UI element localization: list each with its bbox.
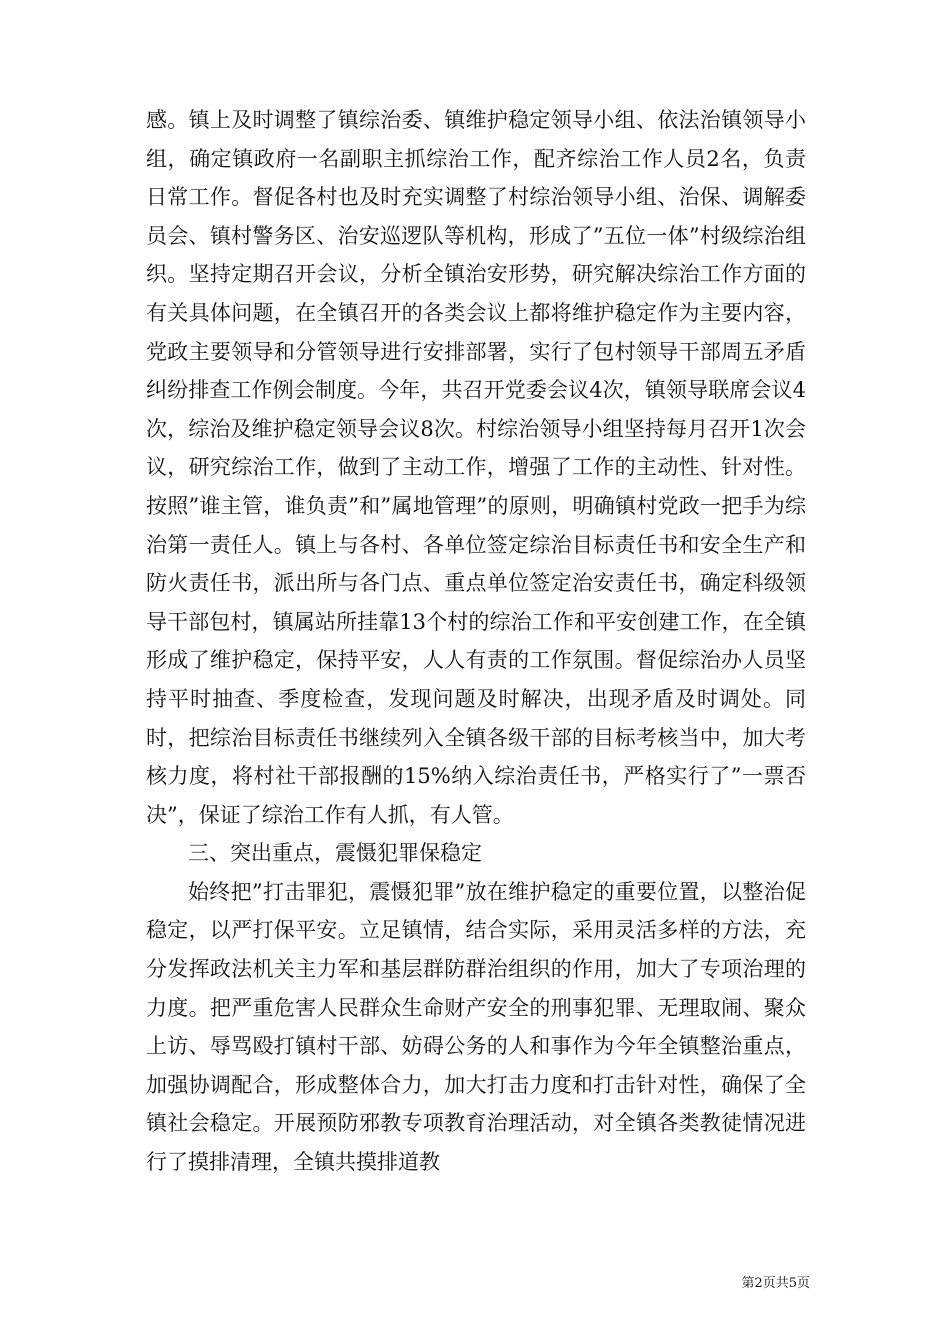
paragraph-continuation: 感。镇上及时调整了镇综治委、镇维护稳定领导小组、依法治镇领导小组，确定镇政府一名副职主抓综治工作，配齐综治工作人员2名，负责日常工作。督促各村也及时充实调整了村综治领导小组、治保、调解委员会、镇村警务区、治安巡逻队等机构，形成了”五位一体”村级综治组织。坚持定期召开会议，分析全镇治安形势，研究解决综治工作方面的有关具体问题，在全镇召开的各类会议上都将维护稳定作为主要内容，党政主要领导和分管领导进行安排部署，实行了包村领导干部周五矛盾纠纷排查工作例会制度。今年，共召开党委会议4次，镇领导联席会议4次，综治及维护稳定领导会议8次。村综治领导小组坚持每月召开1次会议，研究综治工作，做到了主动工作，增强了工作的主动性、针对性。按照”谁主管，谁负责”和”属地管理”的原则，明确镇村党政一把手为综治第一责任人。镇上与各村、各单位签定综治目标责任书和安全生产和防火责任书，派出所与各门点、重点单位签定治安责任书，确定科级领导干部包村，镇属站所挂靠13个村的综治工作和平安创建工作，在全镇形成了维护稳定，保持平安，人人有责的工作氛围。督促综治办人员坚持平时抽查、季度检查，发现问题及时解决，出现矛盾及时调处。同时，把综治目标责任书继续列入全镇各级干部的目标考核当中，加大考核力度，将村社干部报酬的15%纳入综治责任书，严格实行了”一票否决”，保证了综治工作有人抓，有人管。 — [146, 108, 806, 827]
document-body — [146, 101, 806, 1182]
page-number-footer: 第2页共5页 — [741, 1276, 810, 1291]
section-heading: 三、突出重点，震慑犯罪保稳定 — [188, 841, 482, 866]
paragraph: 始终把”打击罪犯，震慑犯罪”放在维护稳定的重要位置，以整治促稳定，以严打保平安。立足镇情，结合实际，采用灵活多样的方法，充分发挥政法机关主力军和基层群防群治组织的作用，加大了专项治理的力度。把严重危害人民群众生命财产安全的刑事犯罪、无理取闹、聚众上访、辱骂殴打镇村干部、妨碍公务的人和事作为今年全镇整治重点，加强协调配合，形成整体合力，加大打击力度和打击针对性，确保了全镇社会稳定。开展预防邪教专项教育治理活动，对全镇各类教徒情况进行了摸排清理，全镇共摸排道教 — [146, 879, 806, 1175]
